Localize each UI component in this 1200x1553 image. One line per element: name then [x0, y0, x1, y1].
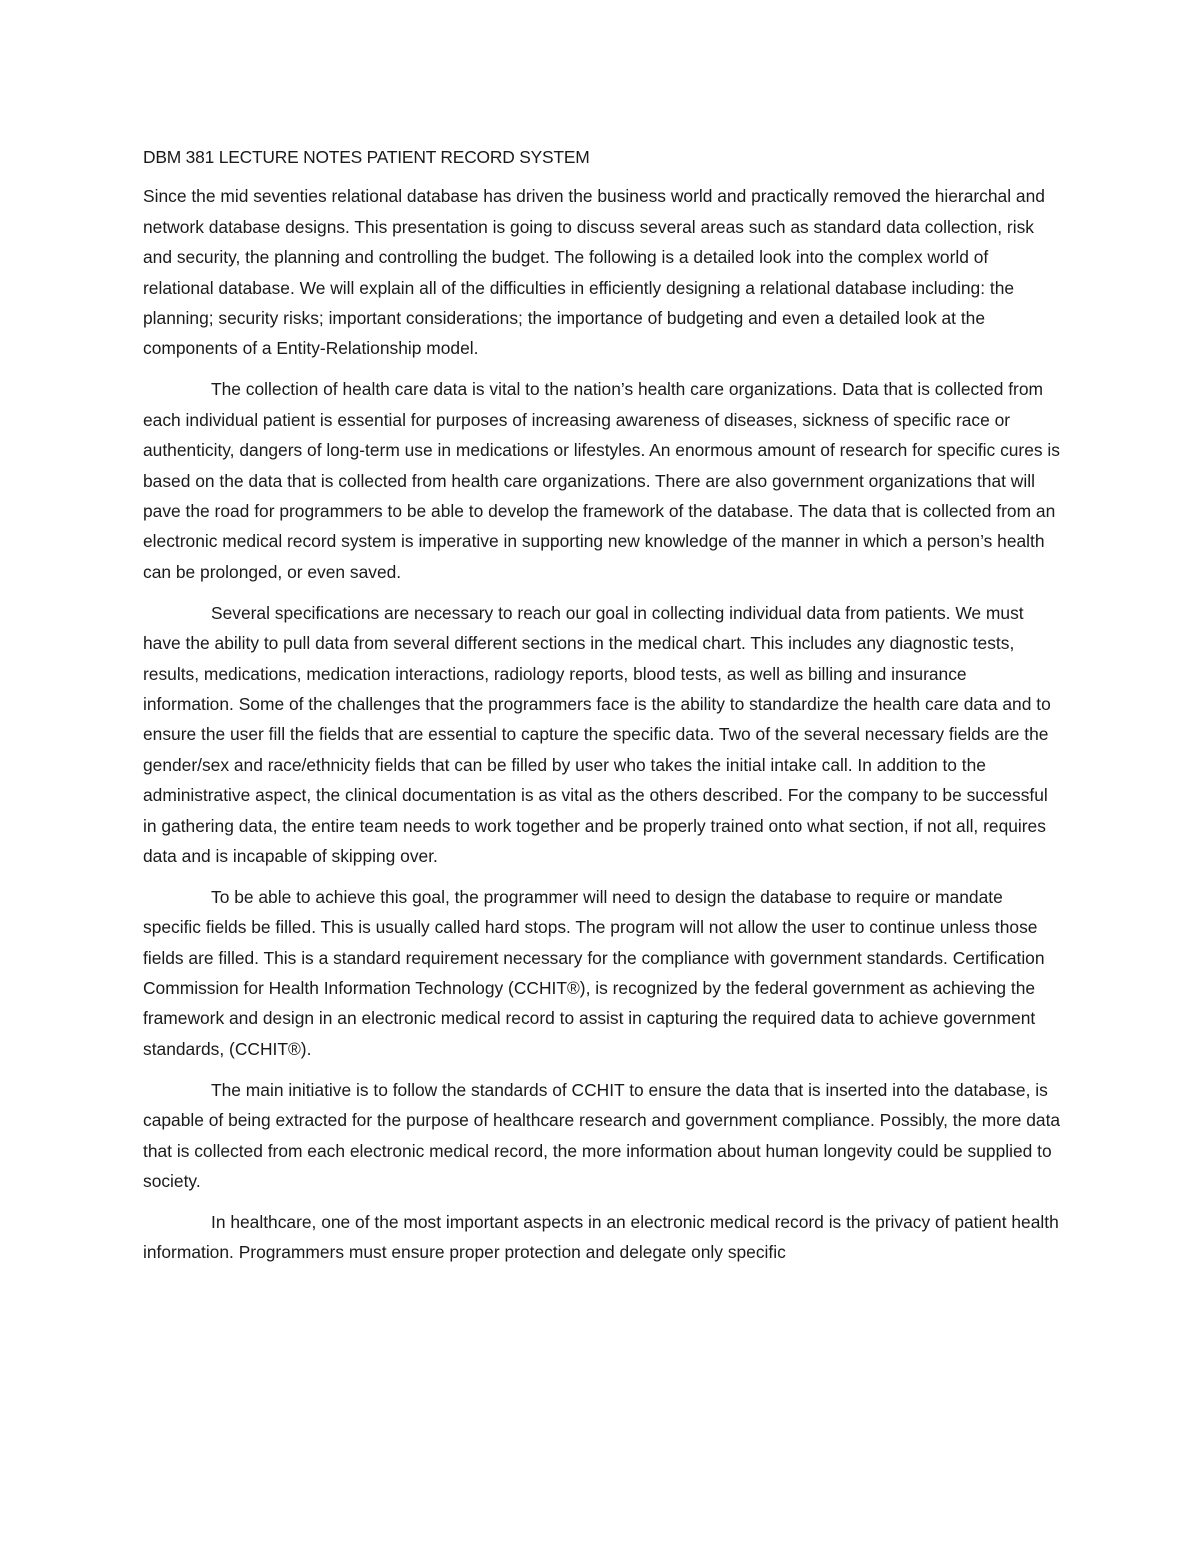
document-title: DBM 381 LECTURE NOTES PATIENT RECORD SYSTEM [143, 147, 590, 167]
paragraph-data-collection: The collection of health care data is vital to the nation’s health care organizations. Data that is collected from each individual patient is essential for purposes of increasing awareness of diseases, sickness of specific race or authenticity, dangers of long-term use in medications or lifestyles. An enormous amount of research for specific cures is based on the data that is collected from health care organizations. There are also government organizations that will pave the road for programmers to be able to develop the framework of the database. The data that is collected from an electronic medical record system is imperative in supporting new knowledge of the manner in which a person’s health can be prolonged, or even saved. [143, 379, 1060, 582]
paragraph-specifications: Several specifications are necessary to reach our goal in collecting individual data from patients. We must have the ability to pull data from several different sections in the medical chart. This includes any diagnostic tests, results, medications, medication interactions, radiology reports, blood tests, as well as billing and insurance information. Some of the challenges that the programmers face is the ability to standardize the health care data and to ensure the user fill the fields that are essential to capture the specific data. Two of the several necessary fields are the gender/sex and race/ethnicity fields that can be filled by user who takes the initial intake call. In addition to the administrative aspect, the clinical documentation is as vital as the others described. For the company to be successful in gathering data, the entire team needs to work together and be properly trained onto what section, if not all, requires data and is incapable of skipping over. [143, 602, 1051, 866]
paragraph-privacy: In healthcare, one of the most important aspects in an electronic medical record is the privacy of patient health information. Programmers must ensure proper protection and delegate only specific [143, 1211, 1059, 1263]
paragraph-introduction: Since the mid seventies relational database has driven the business world and practically removed the hierarchal and network database designs. This presentation is going to discuss several areas such as standard data collection, risk and security, the planning and controlling the budget. The following is a detailed look into the complex world of relational database. We will explain all of the difficulties in efficiently designing a relational database including: the planning; security risks; important considerations; the importance of budgeting and even a detailed look at the components of a Entity-Relationship model. [143, 186, 1045, 359]
document-body [143, 142, 1061, 1278]
paragraph-cchit-initiative: The main initiative is to follow the standards of CCHIT to ensure the data that is inserted into the database, is capable of being extracted for the purpose of healthcare research and government compliance. Possibly, the more data that is collected from each electronic medical record, the more information about human longevity could be supplied to society. [143, 1079, 1061, 1191]
paragraph-hard-stops: To be able to achieve this goal, the programmer will need to design the database to require or mandate specific fields be filled. This is usually called hard stops. The program will not allow the user to continue unless those fields are filled. This is a standard requirement necessary for the compliance with government standards. Certification Commission for Health Information Technology (CCHIT®), is recognized by the federal government as achieving the framework and design in an electronic medical record to assist in capturing the required data to achieve government standards, (CCHIT®). [143, 886, 1045, 1059]
